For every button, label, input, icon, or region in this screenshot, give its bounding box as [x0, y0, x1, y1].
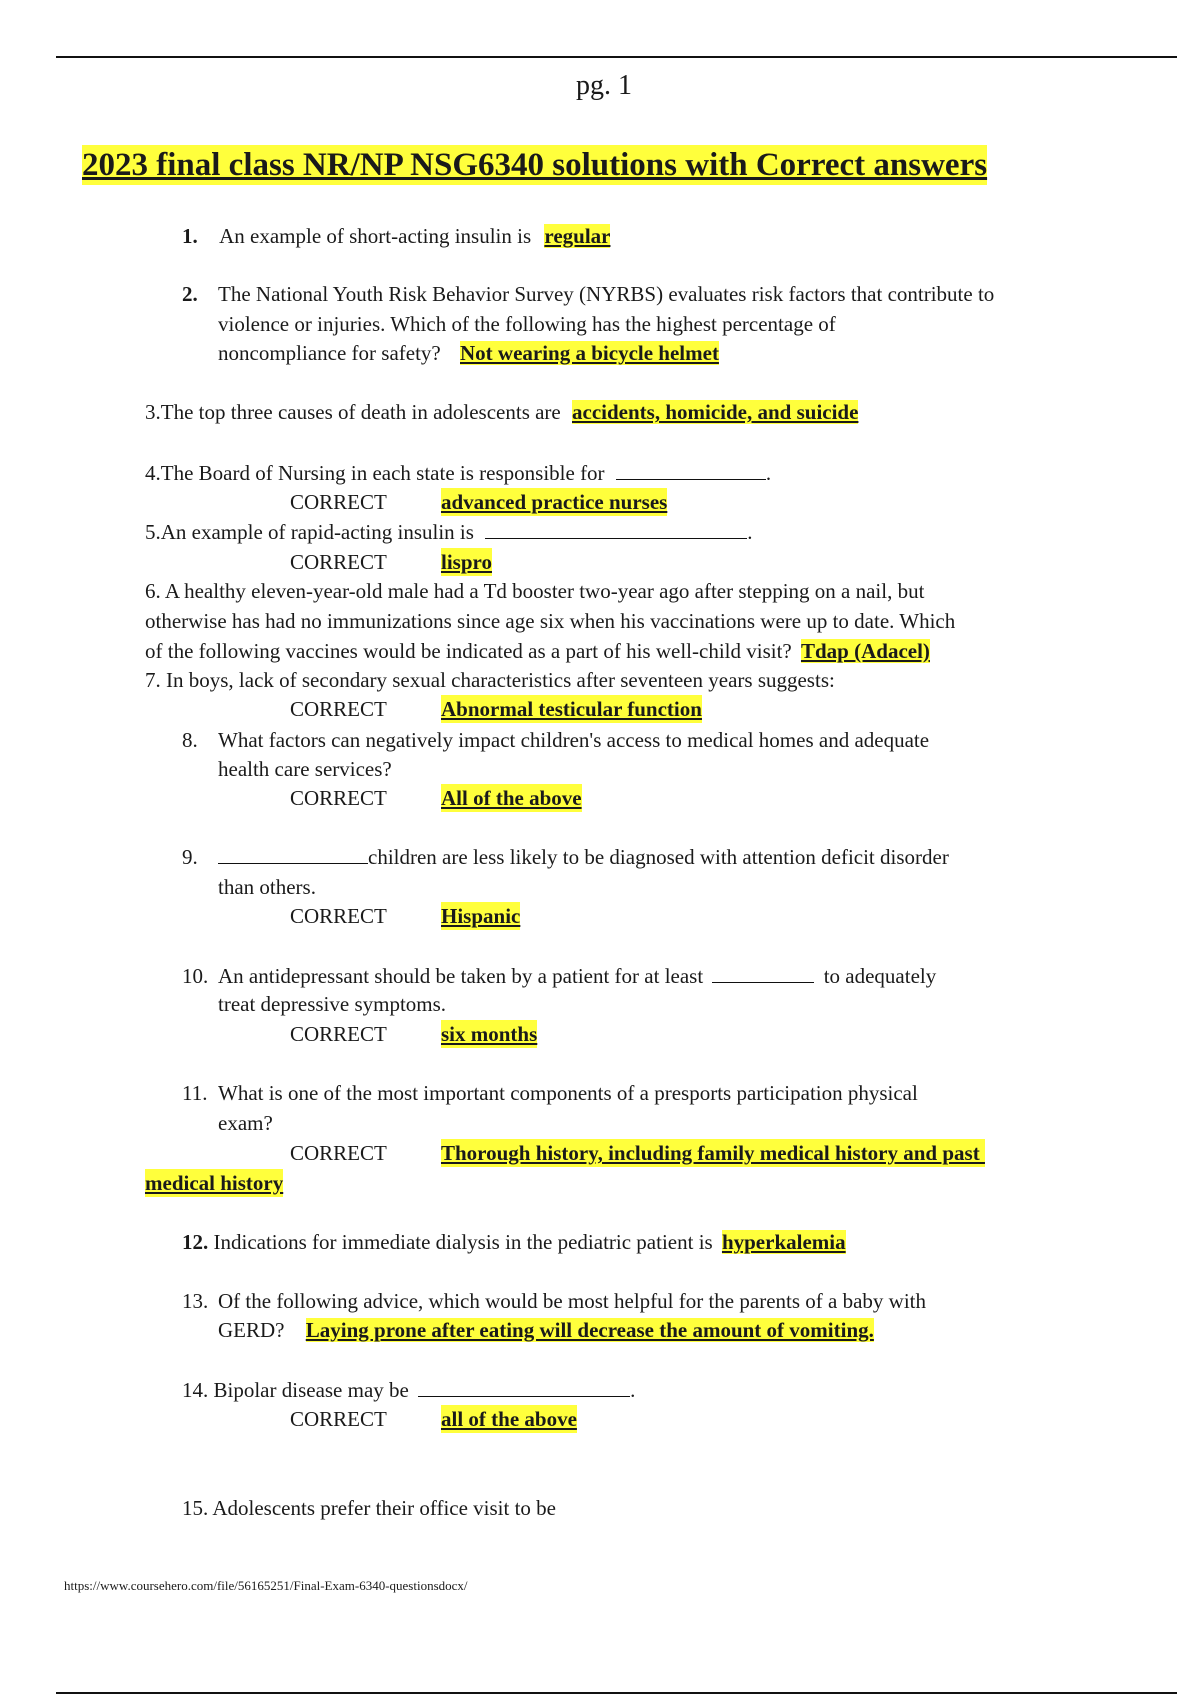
answer-highlight: hyperkalemia — [721, 1230, 846, 1254]
question-text: Adolescents prefer their office visit to be — [212, 1496, 557, 1520]
question-8-number: 8. — [182, 728, 198, 752]
question-14-answer: all of the above — [441, 1407, 577, 1431]
correct-label: CORRECT — [290, 550, 387, 574]
question-11-line-2: exam? — [218, 1111, 273, 1135]
correct-label: CORRECT — [290, 490, 387, 514]
question-2-line-2: violence or injuries. Which of the following has the highest percentage of — [218, 312, 836, 336]
question-13-number: 13. — [182, 1289, 209, 1313]
question-15 — [182, 1494, 556, 1522]
correct-label: CORRECT — [290, 786, 387, 810]
answer-highlight: Not wearing a bicycle helmet — [460, 341, 719, 365]
question-9-line-1 — [218, 843, 949, 871]
period: . — [630, 1378, 636, 1402]
answer-highlight: Laying prone after eating will decrease the amount of vomiting. — [305, 1318, 874, 1342]
question-12 — [182, 1228, 846, 1256]
question-text: 4.The Board of Nursing in each state is responsible for — [145, 461, 605, 485]
question-text: 3.The top three causes of death in adolescents are — [145, 400, 561, 424]
question-number: 14. — [182, 1378, 209, 1402]
question-13-line-2 — [218, 1316, 874, 1344]
answer-highlight: regular — [544, 224, 611, 248]
question-3 — [145, 398, 858, 426]
question-4-answer: advanced practice nurses — [441, 490, 668, 514]
document-title: 2023 final class NR/NP NSG6340 solutions with Correct answers — [82, 147, 988, 183]
question-11-answer-part-2: medical history — [145, 1171, 284, 1195]
question-5-answer: lispro — [441, 550, 492, 574]
question-14 — [182, 1376, 635, 1404]
answer-highlight: accidents, homicide, and suicide — [572, 400, 859, 424]
footer-source-url: https://www.coursehero.com/file/56165251/Final-Exam-6340-questionsdocx/ — [64, 1578, 468, 1593]
question-text: noncompliance for safety? — [218, 341, 441, 365]
period: . — [765, 461, 772, 485]
question-9-number: 9. — [182, 845, 198, 869]
correct-label: CORRECT — [290, 1141, 387, 1165]
question-text: 5.An example of rapid-acting insulin is — [145, 520, 474, 544]
question-text: to adequately — [823, 964, 937, 988]
answer-blank — [712, 964, 814, 983]
question-13-line-1: Of the following advice, which would be most helpful for the parents of a baby with — [218, 1289, 926, 1313]
question-8-answer: All of the above — [441, 786, 582, 810]
answer-blank — [485, 520, 747, 539]
answer-blank — [218, 845, 368, 864]
question-2-line-1: The National Youth Risk Behavior Survey (NYRBS) evaluates risk factors that contribute to — [218, 282, 995, 306]
question-1 — [182, 222, 610, 250]
question-6-line-1: 6. A healthy eleven-year-old male had a Td booster two-year ago after stepping on a nail, but — [145, 579, 925, 603]
question-text: An antidepressant should be taken by a patient for at least — [218, 964, 704, 988]
correct-label: CORRECT — [290, 904, 387, 928]
top-rule — [56, 56, 1177, 58]
question-9-line-2: than others. — [218, 875, 316, 899]
question-10-number: 10. — [182, 964, 209, 988]
question-text: GERD? — [218, 1318, 285, 1342]
question-7: 7. In boys, lack of secondary sexual characteristics after seventeen years suggests: — [145, 668, 835, 692]
question-text: Bipolar disease may be — [213, 1378, 409, 1402]
question-2-number: 2. — [182, 282, 198, 306]
question-number: 1. — [182, 224, 198, 248]
question-10-line-2: treat depressive symptoms. — [218, 992, 447, 1016]
answer-blank — [418, 1378, 630, 1397]
question-number: 12. — [182, 1230, 209, 1254]
question-text: An example of short-acting insulin is — [219, 224, 532, 248]
correct-label: CORRECT — [290, 697, 387, 721]
period: . — [747, 520, 753, 544]
question-number: 15. — [182, 1496, 209, 1520]
question-9-answer: Hispanic — [441, 904, 521, 928]
question-10-answer: six months — [441, 1022, 538, 1046]
question-text: Indications for immediate dialysis in the pediatric patient is — [213, 1230, 713, 1254]
question-text: of the following vaccines would be indicated as a part of his well-child visit? — [145, 639, 792, 663]
question-text: children are less likely to be diagnosed with attention deficit disorder — [368, 845, 949, 869]
answer-blank — [616, 461, 766, 480]
question-8-line-2: health care services? — [218, 757, 392, 781]
question-7-answer: Abnormal testicular function — [441, 697, 702, 721]
question-2-line-3 — [218, 339, 719, 367]
page-number: pg. 1 — [576, 70, 632, 101]
bottom-rule — [56, 1692, 1177, 1694]
question-6-line-2: otherwise has had no immunizations since age six when his vaccinations were up to date. Which — [145, 609, 956, 633]
question-11-number: 11. — [182, 1081, 208, 1105]
correct-label: CORRECT — [290, 1407, 387, 1431]
answer-highlight: Tdap (Adacel) — [800, 639, 930, 663]
question-11-answer-part-1: Thorough history, including family medical history and past — [441, 1141, 985, 1165]
correct-label: CORRECT — [290, 1022, 387, 1046]
question-8-line-1: What factors can negatively impact children's access to medical homes and adequate — [218, 728, 930, 752]
question-5 — [145, 518, 752, 546]
question-6-line-3 — [145, 637, 930, 665]
question-10-line-1 — [218, 962, 936, 990]
question-4 — [145, 459, 771, 487]
question-11-line-1: What is one of the most important components of a presports participation physical — [218, 1081, 918, 1105]
